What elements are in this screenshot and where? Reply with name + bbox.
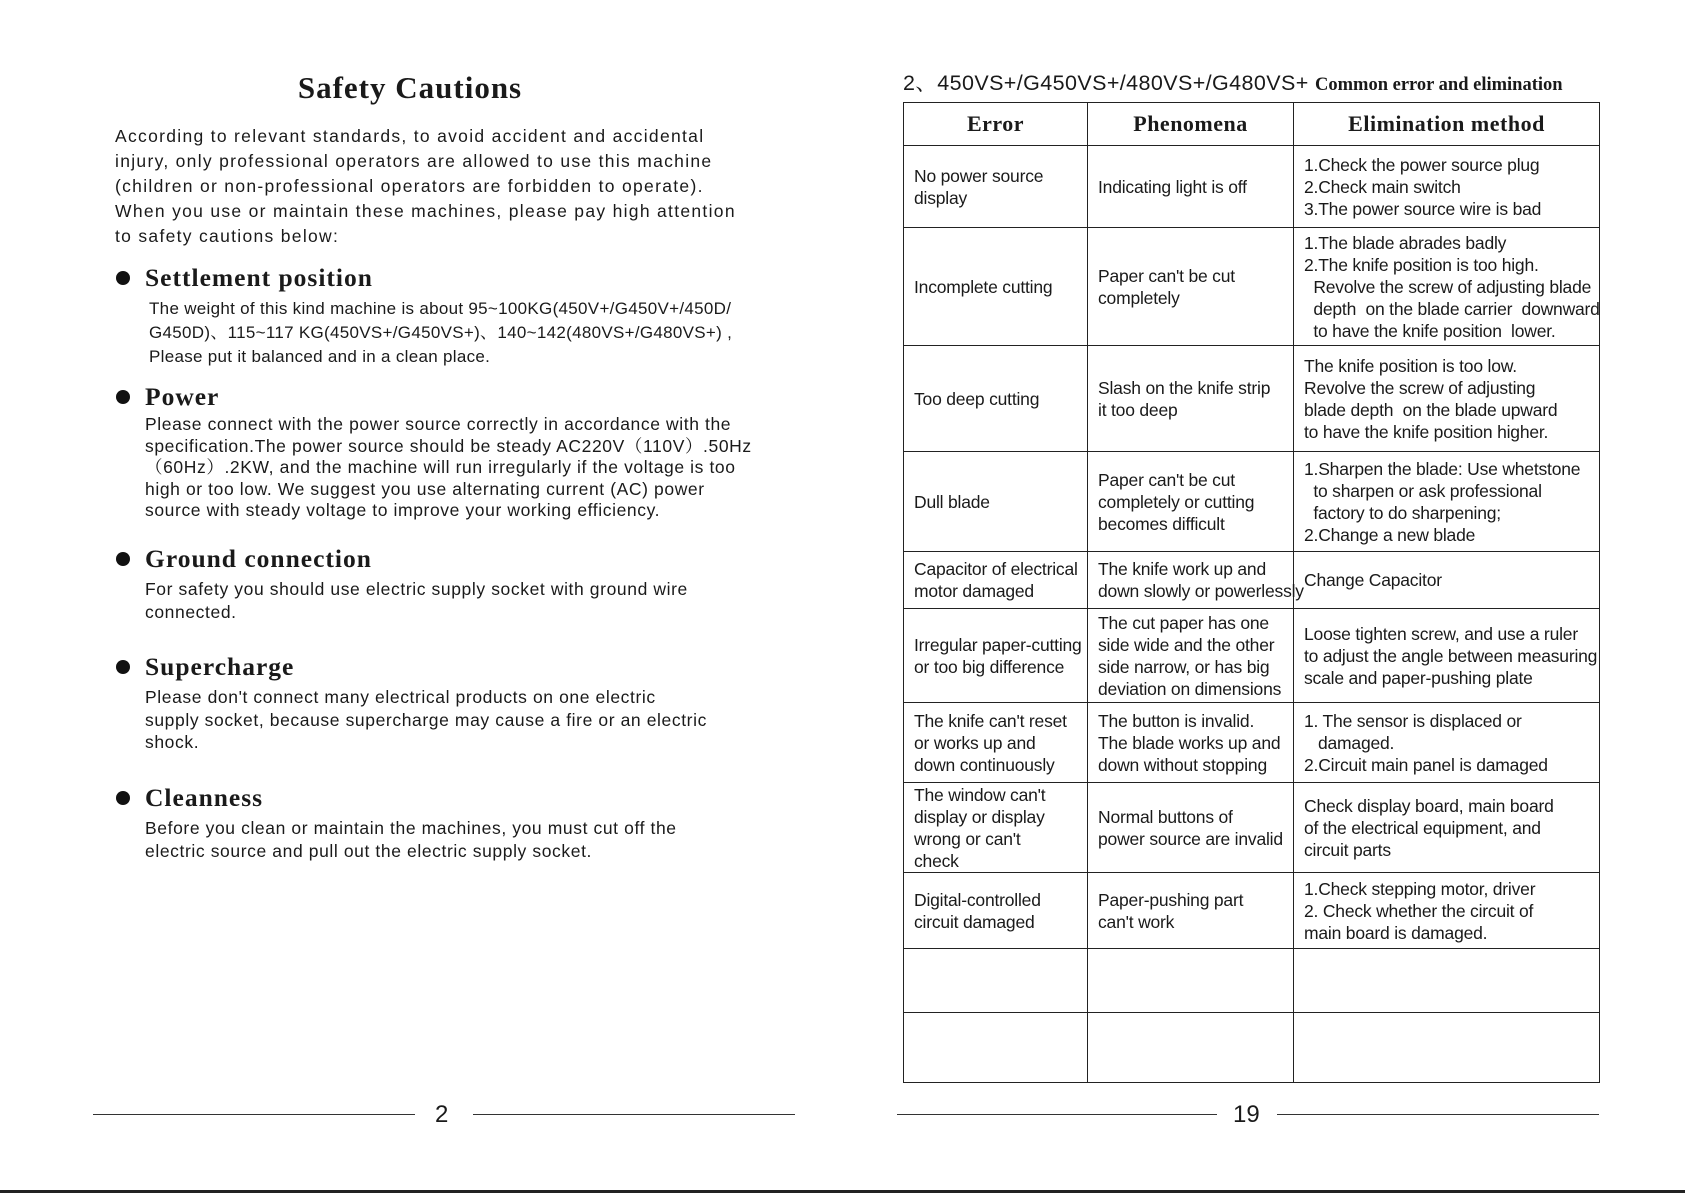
cell-line: circuit damaged — [914, 911, 1035, 932]
bullet-icon — [116, 271, 130, 285]
cell-method — [1294, 346, 1600, 452]
intro-paragraph — [115, 124, 765, 249]
section-body — [145, 686, 796, 754]
cell-method — [1294, 949, 1600, 1013]
cell-phenomena — [1088, 452, 1294, 552]
section-body — [145, 414, 796, 522]
left-page — [0, 0, 842, 1193]
cell-line: The cut paper has one — [1098, 612, 1269, 633]
cell-line: factory to do sharpening; — [1304, 502, 1501, 523]
heading-model: 2、450VS+/G450VS+/480VS+/G480VS+ — [903, 71, 1316, 95]
intro-line: to safety cautions below: — [115, 226, 340, 246]
intro-line: According to relevant standards, to avoid accident and accidental — [115, 126, 705, 146]
cell-line: Paper-pushing part — [1098, 889, 1244, 910]
column-header-method: Elimination method — [1294, 103, 1600, 146]
cell-line: to adjust the angle between measuring — [1304, 645, 1598, 666]
page-number: 19 — [1233, 1101, 1260, 1128]
section-line: Please connect with the power source correctly in accordance with the — [145, 414, 732, 434]
cell-method — [1294, 552, 1600, 609]
cell-line: Normal buttons of — [1098, 806, 1233, 827]
table-row — [904, 703, 1600, 783]
page-number: 2 — [435, 1101, 449, 1128]
table-header-row — [904, 103, 1600, 146]
right-page — [842, 0, 1685, 1193]
section-title: Ground connection — [145, 544, 372, 573]
cell-line: Revolve the screw of adjusting blade — [1304, 276, 1592, 297]
cell-line: to have the knife position higher. — [1304, 421, 1549, 442]
cell-line: The knife position is too low. — [1304, 355, 1517, 376]
cell-line: side narrow, or has big — [1098, 656, 1270, 677]
cell-line: main board is damaged. — [1304, 922, 1488, 943]
table-row — [904, 949, 1600, 1013]
cell-line: display — [914, 187, 968, 208]
cell-error — [904, 146, 1088, 228]
section-line: G450D)、115~117 KG(450VS+/G450VS+)、140~142(480VS+/G480VS+) , — [149, 323, 733, 342]
cell-line: down without stopping — [1098, 754, 1267, 775]
cell-line: The knife work up and — [1098, 559, 1266, 579]
cell-line: No power source — [914, 165, 1044, 186]
section-line: Before you clean or maintain the machines, you must cut off the — [145, 818, 677, 838]
cell-line: wrong or can't — [914, 828, 1021, 849]
section-line: The weight of this kind machine is about 95~100KG(450V+/G450V+/450D/ — [149, 299, 732, 318]
section-body — [149, 297, 796, 369]
cell-phenomena — [1088, 609, 1294, 703]
cell-phenomena — [1088, 949, 1294, 1013]
cell-line: depth on the blade carrier downward — [1304, 298, 1600, 319]
page-title: Safety Cautions — [297, 70, 523, 105]
cell-phenomena — [1088, 552, 1304, 609]
section-line: supply socket, because supercharge may cause a fire or an electric — [145, 709, 707, 730]
column-header-phenomena: Phenomena — [1088, 103, 1294, 146]
table-row — [904, 452, 1600, 552]
table-row — [904, 146, 1600, 228]
cell-error — [904, 703, 1088, 783]
cell-line: 2.The knife position is too high. — [1304, 254, 1539, 275]
cell-line: Irregular paper-cutting — [914, 634, 1082, 655]
cell-line: of the electrical equipment, and — [1304, 817, 1541, 838]
cell-line: or works up and — [914, 732, 1036, 753]
section-line: Please put it balanced and in a clean place. — [149, 347, 491, 366]
cell-line: The knife can't reset — [914, 710, 1067, 731]
cell-line: Revolve the screw of adjusting — [1304, 377, 1536, 398]
cell-method — [1294, 1013, 1600, 1083]
bullet-icon — [116, 552, 130, 566]
cell-line: Incomplete cutting — [914, 276, 1053, 297]
section-line: electric source and pull out the electric supply socket. — [145, 840, 593, 861]
cell-line: 3.The power source wire is bad — [1304, 198, 1542, 219]
cell-error — [904, 346, 1088, 452]
cell-line: circuit parts — [1304, 839, 1391, 860]
cell-phenomena — [1088, 346, 1294, 452]
section-body — [145, 578, 796, 623]
intro-line: (children or non-professional operators are forbidden to operate). — [115, 176, 704, 196]
footer-rule — [93, 1114, 415, 1115]
section-title: Power — [145, 382, 220, 411]
cell-line: 1.Sharpen the blade: Use whetstone — [1304, 458, 1581, 479]
cell-error — [904, 228, 1088, 346]
cell-line: Check display board, main board — [1304, 795, 1554, 816]
cell-line: 2.Check main switch — [1304, 176, 1461, 197]
intro-line: When you use or maintain these machines, please pay high attention — [115, 201, 736, 221]
cell-method — [1294, 146, 1600, 228]
section-line: For safety you should use electric supply socket with ground wire — [145, 579, 688, 599]
cell-line: scale and paper-pushing plate — [1304, 667, 1533, 688]
section-line: connected. — [145, 601, 237, 622]
cell-method — [1294, 783, 1600, 873]
heading-description: Common error and elimination — [1315, 75, 1563, 95]
cell-line: The button is invalid. — [1098, 710, 1255, 731]
section-title: Supercharge — [145, 652, 295, 681]
cell-error — [904, 1013, 1088, 1083]
bullet-icon — [116, 660, 130, 674]
section-ground-connection — [116, 542, 796, 623]
table-row — [904, 783, 1600, 873]
cell-method — [1294, 609, 1600, 703]
cell-error — [904, 609, 1088, 703]
cell-line: power source are invalid — [1098, 828, 1283, 849]
cell-line: Slash on the knife strip — [1098, 377, 1271, 398]
cell-line: Change Capacitor — [1304, 570, 1442, 590]
table-row — [904, 1013, 1600, 1083]
cell-line: damaged. — [1304, 732, 1395, 753]
cell-phenomena — [1088, 228, 1294, 346]
cell-line: 1. The sensor is displaced or — [1304, 710, 1522, 731]
cell-phenomena — [1088, 873, 1294, 949]
section-power — [116, 380, 796, 522]
table-row — [904, 609, 1600, 703]
cell-line: Paper can't be cut — [1098, 265, 1235, 286]
cell-line: 1.The blade abrades badly — [1304, 232, 1507, 253]
section-line: Please don't connect many electrical products on one electric — [145, 687, 656, 707]
section-line: high or too low. We suggest you use alternating current (AC) power — [145, 478, 705, 499]
table-row — [904, 552, 1600, 609]
cell-line: display or display — [914, 806, 1045, 827]
section-settlement-position — [116, 261, 796, 369]
cell-line: motor damaged — [914, 581, 1034, 601]
cell-line: 2.Circuit main panel is damaged — [1304, 754, 1548, 775]
cell-line: Paper can't be cut — [1098, 469, 1235, 490]
cell-line: completely or cutting — [1098, 491, 1255, 512]
cell-line: The window can't — [914, 784, 1046, 805]
section-body — [145, 817, 796, 862]
table-body — [904, 146, 1600, 1083]
cell-line: to have the knife position lower. — [1304, 320, 1556, 341]
cell-method — [1294, 452, 1600, 552]
cell-line: down slowly or powerlessly — [1098, 581, 1304, 601]
cell-line: 2. Check whether the circuit of — [1304, 900, 1534, 921]
intro-line: injury, only professional operators are allowed to use this machine — [115, 151, 713, 171]
footer-rule — [473, 1114, 795, 1115]
cell-phenomena — [1088, 703, 1294, 783]
cell-method — [1294, 703, 1600, 783]
cell-line: to sharpen or ask professional — [1304, 480, 1542, 501]
section-supercharge — [116, 650, 796, 754]
cell-line: can't work — [1098, 911, 1175, 932]
cell-line: side wide and the other — [1098, 634, 1275, 655]
bullet-icon — [116, 390, 130, 404]
table-row — [904, 346, 1600, 452]
cell-line: it too deep — [1098, 399, 1178, 420]
cell-phenomena — [1088, 783, 1294, 873]
cell-line: Capacitor of electrical — [914, 559, 1078, 579]
section-title: Settlement position — [145, 263, 373, 292]
cell-line: deviation on dimensions — [1098, 678, 1282, 699]
cell-line: check — [914, 850, 959, 871]
cell-line: down continuously — [914, 754, 1055, 775]
cell-line: Dull blade — [914, 491, 990, 512]
cell-line: blade depth on the blade upward — [1304, 399, 1558, 420]
cell-line: Indicating light is off — [1098, 176, 1247, 197]
cell-error — [904, 873, 1088, 949]
table-heading — [903, 66, 1563, 97]
section-cleanness — [116, 781, 796, 862]
section-line: shock. — [145, 732, 200, 752]
cell-error — [904, 452, 1088, 552]
cell-line: or too big difference — [914, 656, 1065, 677]
column-header-error: Error — [904, 103, 1088, 146]
error-table — [903, 102, 1600, 1083]
cell-line: becomes difficult — [1098, 513, 1225, 534]
cell-method — [1294, 873, 1600, 949]
cell-line: Digital-controlled — [914, 889, 1041, 910]
cell-error — [904, 783, 1088, 873]
cell-line: 1.Check the power source plug — [1304, 154, 1540, 175]
cell-phenomena — [1088, 1013, 1294, 1083]
section-line: specification.The power source should be steady AC220V（110V）.50Hz — [145, 435, 752, 456]
section-line: source with steady voltage to improve your working efficiency. — [145, 500, 661, 520]
section-title: Cleanness — [145, 783, 264, 812]
cell-error — [904, 552, 1088, 609]
cell-line: Too deep cutting — [914, 388, 1040, 409]
section-line: （60Hz）.2KW, and the machine will run irregularly if the voltage is too — [145, 457, 736, 477]
cell-error — [904, 949, 1088, 1013]
footer-rule — [1277, 1114, 1599, 1115]
table-row — [904, 873, 1600, 949]
bullet-icon — [116, 791, 130, 805]
table-row — [904, 228, 1600, 346]
cell-line: completely — [1098, 287, 1180, 308]
cell-line: Loose tighten screw, and use a ruler — [1304, 623, 1578, 644]
cell-method — [1294, 228, 1600, 346]
cell-line: The blade works up and — [1098, 732, 1281, 753]
cell-line: 1.Check stepping motor, driver — [1304, 878, 1536, 899]
footer-rule — [897, 1114, 1217, 1115]
cell-phenomena — [1088, 146, 1294, 228]
cell-line: 2.Change a new blade — [1304, 524, 1476, 545]
